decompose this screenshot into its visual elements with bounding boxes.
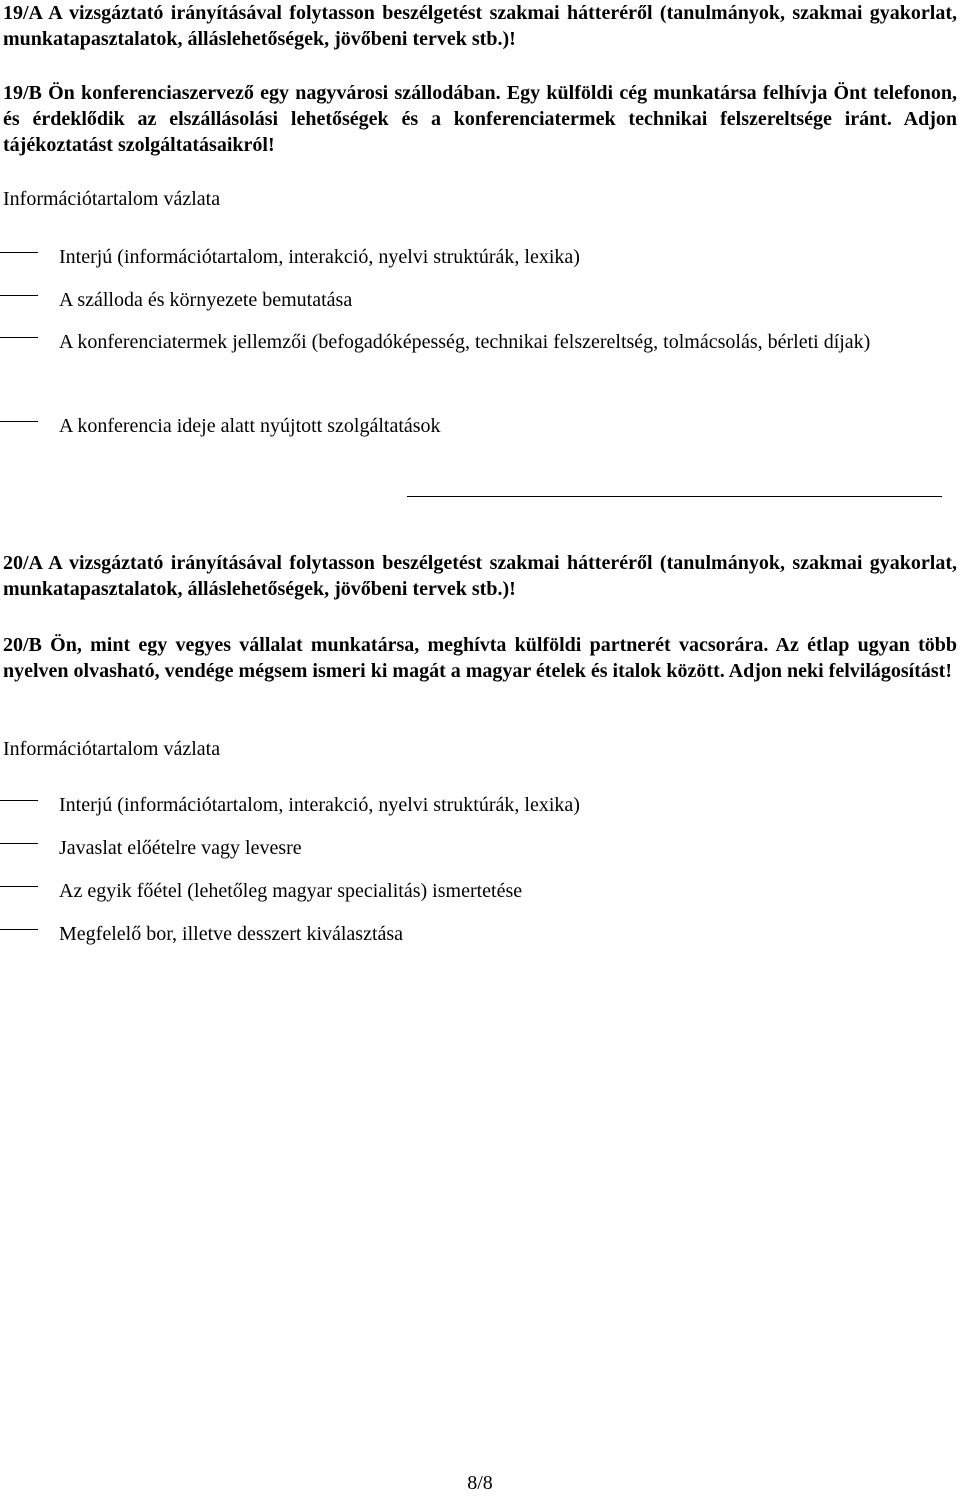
task-19b: 19/B Ön konferenciaszervező egy nagyvárosi szállodában. Egy külföldi cég munkatársa felhívja Önt telefonon, és érdeklődik az elszállásolási lehetőségek és a konferenciatermek technikai felszereltsége iránt. Adjon tájékoztatást szolgáltatásaikról! [3,82,957,156]
outline-label-20: Információtartalom vázlata [3,738,221,760]
dash-icon [0,800,38,801]
task-20b: 20/B Ön, mint egy vegyes vállalat munkatársa, meghívta külföldi partnerét vacsorára. Az étlap ugyan több nyelven olvasható, vendége mégsem ismeri ki magát a magyar ételek és italok között. Adjon neki felvilágosítást! [3,634,957,682]
task-19a: 19/A A vizsgáztató irányításával folytasson beszélgetést szakmai hátteréről (tanulmányok, szakmai gyakorlat, munkatapasztalatok, álláslehetőségek, jövőbeni tervek stb.)! [3,2,957,50]
task-20a: 20/A A vizsgáztató irányításával folytasson beszélgetést szakmai hátteréről (tanulmányok, szakmai gyakorlat, munkatapasztalatok, álláslehetőségek, jövőbeni tervek stb.)! [3,552,957,600]
dash-icon [0,929,38,930]
dash-icon [0,337,38,338]
bullet-text: A konferenciatermek jellemzői (befogadóképesség, technikai felszereltség, tolmácsolás, bérleti díjak) [59,331,871,353]
dash-icon [0,843,38,844]
bullet-text: Interjú (információtartalom, interakció, nyelvi struktúrák, lexika) [59,794,580,816]
bullet-text: Megfelelő bor, illetve desszert kiválasztása [59,923,404,945]
bullet-text: Az egyik főétel (lehetőleg magyar specialitás) ismertetése [59,880,523,902]
dash-icon [0,886,38,887]
dash-icon [0,295,38,296]
bullet-text: Javaslat előételre vagy levesre [59,837,302,859]
bullet-text: Interjú (információtartalom, interakció, nyelvi struktúrák, lexika) [59,246,580,268]
dash-icon [0,421,38,422]
section-divider [407,496,942,497]
page-number: 8/8 [467,1472,493,1494]
bullet-text: A szálloda és környezete bemutatása [59,289,353,311]
bullet-text: A konferencia ideje alatt nyújtott szolgáltatások [59,415,441,437]
outline-label-19: Információtartalom vázlata [3,188,221,210]
dash-icon [0,252,38,253]
